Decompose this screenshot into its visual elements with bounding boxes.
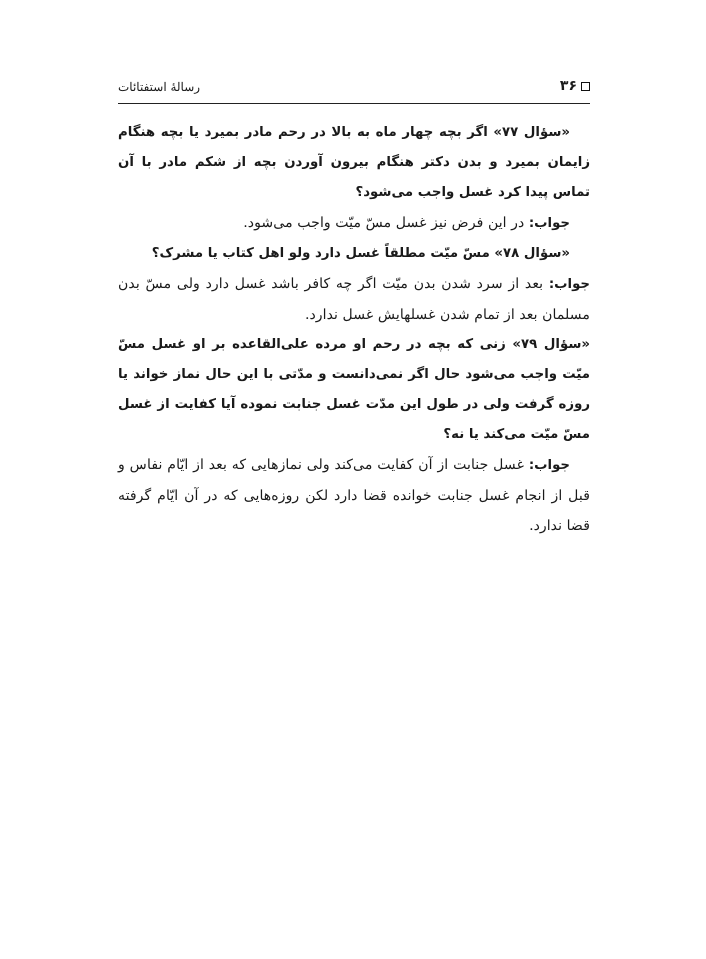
page-header — [118, 78, 590, 100]
question-78: «سؤال ۷۸» مسّ میّت مطلقاً غسل دارد ولو اهل کتاب یا مشرک؟ — [151, 246, 570, 261]
square-bullet-icon — [581, 82, 590, 91]
answer-text: در این فرض نیز غسل مسّ میّت واجب می‌شود. — [243, 215, 529, 231]
question-77: «سؤال ۷۷» اگر بچه چهار ماه به بالا در رحم مادر بمیرد یا بچه هنگام زایمان بمیرد و بدن دکتر هنگام بیرون آوردن بچه از شکم مادر با آن تماس پیدا کرد غسل واجب می‌شود؟ — [118, 125, 590, 200]
running-title: رسالهٔ استفتائات — [118, 80, 201, 94]
answer-79 — [118, 450, 590, 541]
answer-label: جواب: — [548, 277, 590, 292]
page-body — [118, 118, 590, 541]
page-number-group — [560, 78, 590, 94]
answer-78 — [118, 269, 590, 330]
header-divider — [118, 103, 590, 104]
answer-77 — [118, 208, 590, 239]
answer-label: جواب: — [528, 216, 570, 231]
answer-label: جواب: — [528, 458, 570, 473]
question-79: «سؤال ۷۹» زنی که بچه در رحم او مرده علی‌القاعده بر او غسل مسّ میّت واجب می‌شود حال اگر نمی‌دانست و مدّتی با این حال نماز خواند یا روزه گرفت ولی در طول این مدّت غسل جنابت نموده آیا کفایت از غسل مسّ میّت می‌کند یا نه؟ — [118, 337, 590, 442]
answer-text: بعد از سرد شدن بدن میّت اگر چه کافر باشد غسل دارد ولی مسّ بدن مسلمان بعد از تمام شدن غسلهایش غسل ندارد. — [118, 276, 590, 323]
answer-text: غسل جنابت از آن کفایت می‌کند ولی نمازهایی که بعد از ایّام نفاس و قبل از انجام غسل جنابت خوانده قضا دارد لکن روزه‌هایی که در آن ایّام گرفته قضا ندارد. — [118, 457, 590, 534]
page-number: ۳۶ — [559, 78, 577, 94]
